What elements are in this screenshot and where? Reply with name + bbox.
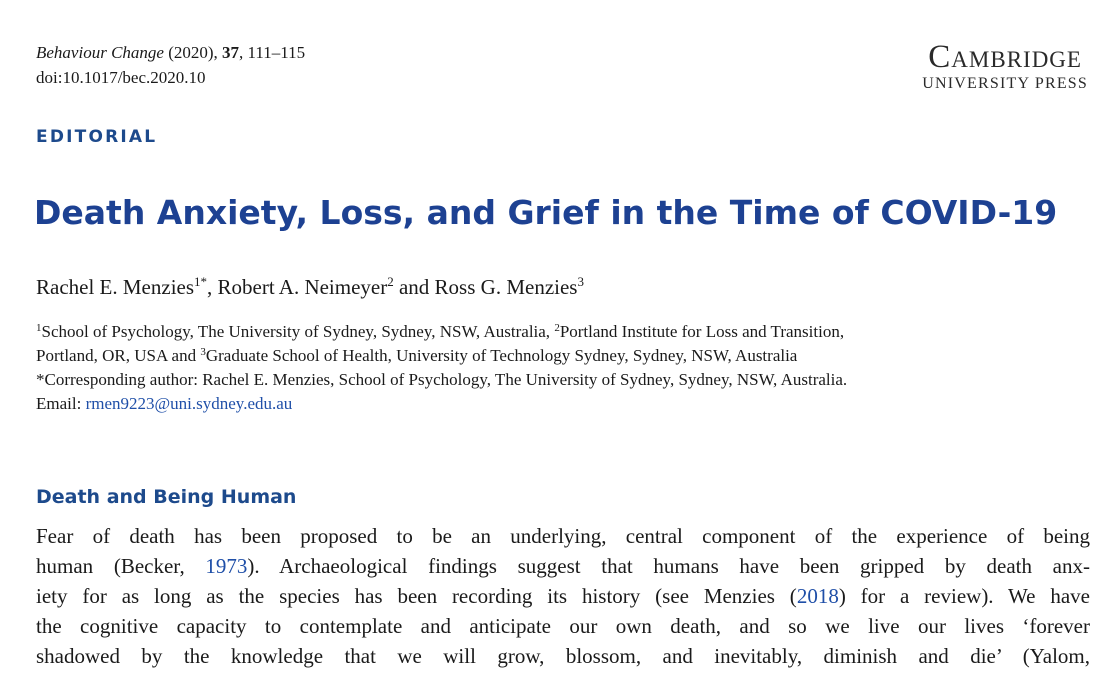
author-1[interactable]: Rachel E. Menzies bbox=[36, 275, 195, 299]
journal-name: Behaviour Change bbox=[36, 43, 164, 62]
affiliation-line-2 bbox=[36, 344, 1076, 368]
journal-volume: 37 bbox=[222, 43, 240, 62]
body-line-4: the cognitive capacity to contemplate and anticipate our own death, and so we live our lives ‘forever bbox=[36, 614, 1090, 638]
publisher-name: Cambridge bbox=[928, 39, 1082, 75]
journal-year: (2020), bbox=[168, 43, 218, 62]
email-label: Email: bbox=[36, 394, 86, 413]
journal-pages: , 111–115 bbox=[239, 43, 306, 62]
body-text-2b: ). Archaeological findings suggest that humans have been gripped by death anx- bbox=[247, 554, 1090, 578]
publisher-subtitle: UNIVERSITY PRESS bbox=[922, 75, 1088, 92]
affiliation-3: Graduate School of Health, University of Technology Sydney, Sydney, NSW, Australia bbox=[205, 346, 798, 365]
author-2[interactable]: , Robert A. Neimeyer bbox=[207, 275, 388, 299]
affil-sup-3: 3 bbox=[200, 346, 206, 358]
affil-sup-1: 1 bbox=[36, 322, 42, 334]
section-heading: Death and Being Human bbox=[36, 486, 297, 508]
publisher-logo bbox=[922, 40, 1088, 93]
affiliation-2b: Portland, OR, USA and bbox=[36, 346, 201, 365]
body-line-2 bbox=[36, 551, 1090, 581]
affil-sup-2: 2 bbox=[554, 322, 560, 334]
citation-line bbox=[36, 40, 305, 65]
body-paragraph bbox=[36, 521, 1090, 671]
body-line-1: Fear of death has been proposed to be an underlying, central component of the experience of being bbox=[36, 524, 1090, 548]
citation-block bbox=[36, 40, 305, 90]
author-list bbox=[36, 275, 584, 300]
doi[interactable]: doi:10.1017/bec.2020.10 bbox=[36, 68, 206, 87]
body-line-5: shadowed by the knowledge that we will grow, blossom, and inevitably, diminish and die’ (Yalom, bbox=[36, 644, 1090, 668]
affiliation-1: School of Psychology, The University of Sydney, Sydney, NSW, Australia, bbox=[41, 322, 555, 341]
ref-menzies-2018[interactable]: 2018 bbox=[796, 584, 839, 608]
article-type-label: EDITORIAL bbox=[36, 127, 158, 147]
affiliation-line-1 bbox=[36, 320, 1076, 344]
email-link[interactable]: rmen9223@uni.sydney.edu.au bbox=[85, 394, 293, 413]
affiliations bbox=[36, 320, 1076, 416]
body-line-3 bbox=[36, 581, 1090, 611]
article-title: Death Anxiety, Loss, and Grief in the Time of COVID-19 bbox=[34, 193, 1058, 232]
body-text-3a: iety for as long as the species has been recording its history (see Menzies ( bbox=[36, 584, 797, 608]
email-line bbox=[36, 392, 1076, 416]
author-3[interactable]: and Ross G. Menzies bbox=[393, 275, 578, 299]
author-1-affil: 1* bbox=[194, 274, 208, 289]
body-text-2a: human (Becker, bbox=[36, 554, 206, 578]
ref-becker-1973[interactable]: 1973 bbox=[205, 554, 248, 578]
corresponding-author: *Corresponding author: Rachel E. Menzies, School of Psychology, The University of Sydney, Sydney, NSW, Australia. bbox=[36, 370, 848, 389]
body-text-3b: ) for a review). We have bbox=[838, 584, 1090, 608]
author-3-affil: 3 bbox=[577, 274, 584, 289]
author-2-affil: 2 bbox=[387, 274, 394, 289]
affiliation-2a: Portland Institute for Loss and Transition, bbox=[559, 322, 845, 341]
